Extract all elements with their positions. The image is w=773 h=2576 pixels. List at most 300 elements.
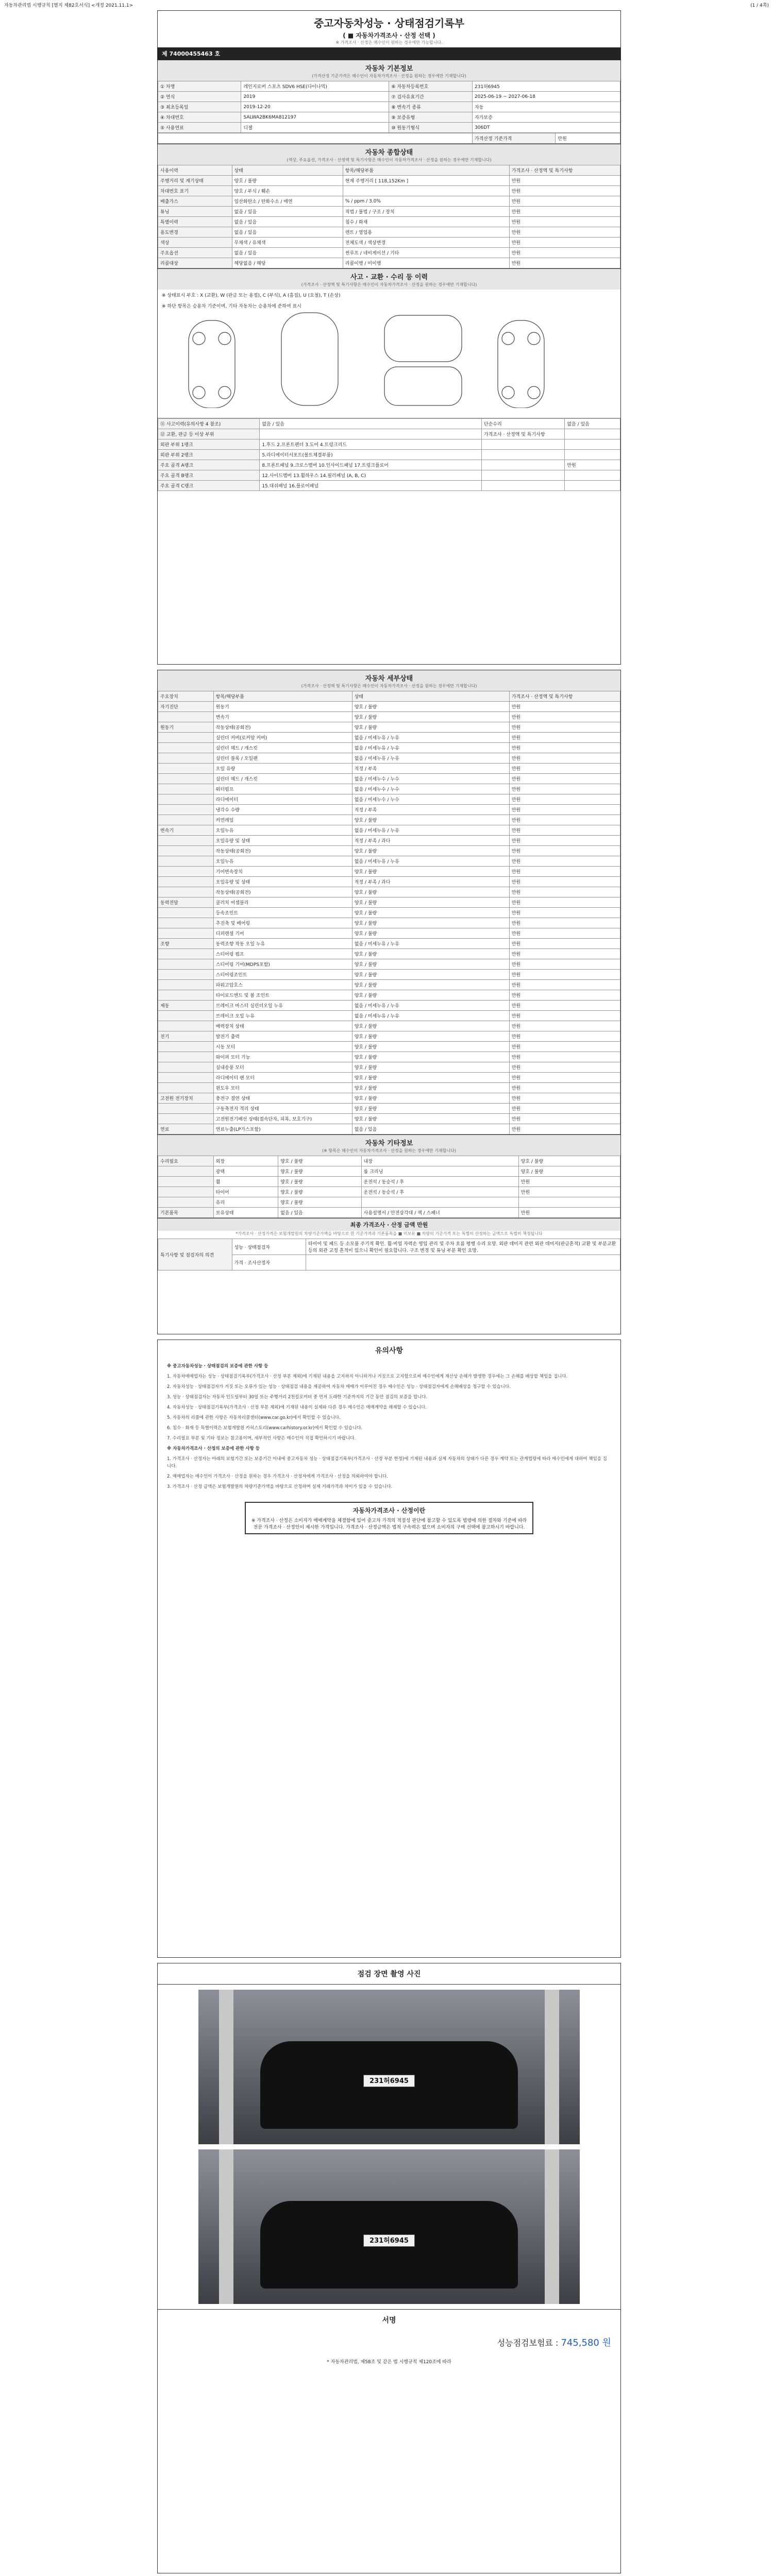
detail-cell: 만원 (509, 712, 620, 722)
signature-title: 서명 (158, 2309, 620, 2330)
summary-row (158, 248, 620, 258)
other-info-cell: 유리 (213, 1197, 278, 1208)
summary-cell: 무채색 / 유채색 (232, 238, 343, 248)
detail-row (158, 1114, 620, 1124)
detail-cell (158, 764, 214, 774)
detail-cell: 디퍼렌셜 기어 (213, 928, 352, 939)
detail-row (158, 1083, 620, 1093)
summary-cell: 주요옵션 (158, 248, 232, 258)
detail-row (158, 1001, 620, 1011)
basic-info-cell: 306DT (472, 123, 620, 133)
detail-cell (158, 1073, 214, 1083)
detail-cell (158, 753, 214, 764)
other-info-cell: 휠 (213, 1177, 278, 1187)
price-label: 가격산정 기준가격 (472, 133, 555, 144)
summary-cell: 리콜이행 / 미이행 (343, 258, 509, 268)
summary-row (158, 207, 620, 217)
detail-cell: 오일유량 및 상태 (213, 877, 352, 887)
detail-cell (158, 1104, 214, 1114)
other-info-row (158, 1208, 620, 1218)
other-info-cell: 외장 (213, 1156, 278, 1166)
basic-info-cell: ⑦ 검사유효기간 (389, 92, 472, 102)
record-number: 제 74000455463 호 (158, 47, 620, 60)
detail-cell (158, 733, 214, 743)
summary-row (158, 258, 620, 268)
detail-cell: 없음 / 미세누유 / 누유 (352, 733, 509, 743)
detail-row (158, 784, 620, 794)
summary-cell: 만원 (509, 186, 620, 196)
accident-cell: 외판 부위 1랭크 (158, 439, 260, 450)
accident-cell (260, 429, 482, 439)
detail-cell: 만원 (509, 722, 620, 733)
detail-cell: 작동상태(공회전) (213, 887, 352, 897)
summary-cell: 배출가스 (158, 196, 232, 207)
other-info-cell: 룸 크리닝 (361, 1166, 518, 1177)
detail-cell: 작동상태(공회전) (213, 846, 352, 856)
summary-cell: 주행거리 및 계기상태 (158, 176, 232, 186)
accident-row (158, 470, 620, 481)
detail-row (158, 733, 620, 743)
detail-row (158, 856, 620, 867)
other-info-cell: 보유상태 (213, 1208, 278, 1218)
detail-cell: 만원 (509, 990, 620, 1001)
summary-cell: 일산화탄소 / 탄화수소 / 매연 (232, 196, 343, 207)
accident-cell (481, 439, 564, 450)
basic-info-section (158, 60, 620, 144)
detail-cell: 만원 (509, 980, 620, 990)
detail-cell: 변속기 (158, 825, 214, 836)
detail-cell (158, 877, 214, 887)
detail-cell: 만원 (509, 908, 620, 918)
detail-cell: 만원 (509, 825, 620, 836)
summary-cell: 튜닝 (158, 207, 232, 217)
summary-header: 가격조사 · 산정액 및 특기사항 (509, 165, 620, 176)
detail-cell: 양호 / 불량 (352, 959, 509, 970)
appraisal-info-box (245, 1502, 533, 1534)
detail-cell: 만원 (509, 1083, 620, 1093)
detail-cell: 양호 / 불량 (352, 887, 509, 897)
detail-cell (158, 846, 214, 856)
summary-cell: 없음 / 있음 (232, 227, 343, 238)
detail-cell: 기어변속장치 (213, 867, 352, 877)
other-info-cell (158, 1177, 214, 1187)
basic-info-cell: 자동 (472, 102, 620, 112)
detail-cell: 만원 (509, 794, 620, 805)
other-info-row (158, 1187, 620, 1197)
detail-row (158, 702, 620, 712)
notes-paragraph: 4. 자동차성능 · 상태점검기록부(가격조사 · 산정 부분 제외)에 기재된 내용이 실제와 다른 경우 매수인은 매매계약을 해제할 수 있습니다. (167, 1405, 427, 1410)
detail-cell: 없음 / 미세누유 / 누유 (352, 1011, 509, 1021)
inspector-label: 성능 · 상태점검자 (232, 1239, 306, 1255)
detail-cell: 양호 / 불량 (352, 1062, 509, 1073)
detail-row (158, 1093, 620, 1104)
summary-row (158, 227, 620, 238)
other-info-row (158, 1166, 620, 1177)
detail-cell: 타이로드엔드 및 볼 조인트 (213, 990, 352, 1001)
document-note: ※ 가격조사 · 산정은 매수인이 원하는 경우에만 가능합니다. (335, 40, 443, 45)
accident-row (158, 429, 620, 439)
summary-cell: 만원 (509, 217, 620, 227)
special-notes-table (158, 1239, 620, 1270)
fee-label: 성능점검보험료 : (497, 2338, 559, 2348)
accident-cell (481, 460, 564, 470)
detail-row (158, 918, 620, 928)
basic-info-cell: 2019-12-20 (241, 102, 389, 112)
accident-row (158, 460, 620, 470)
detail-cell (158, 712, 214, 722)
price-basis-table (158, 133, 620, 144)
insurance-fee (158, 2330, 620, 2354)
detail-cell (158, 908, 214, 918)
detail-row (158, 774, 620, 784)
page-2 (157, 670, 621, 1334)
detail-cell: 만원 (509, 1073, 620, 1083)
other-info-cell: 수리필요 (158, 1156, 214, 1166)
detail-row (158, 1124, 620, 1134)
other-info-cell: 내장 (361, 1156, 518, 1166)
detail-row (158, 877, 620, 887)
detail-cell: 양호 / 불량 (352, 1073, 509, 1083)
basic-info-cell: SALWA2BK6MA812197 (241, 112, 389, 123)
other-info-cell (158, 1166, 214, 1177)
summary-table (158, 165, 620, 268)
other-info-cell (158, 1187, 214, 1197)
detail-cell (158, 867, 214, 877)
detail-cell: 만원 (509, 1093, 620, 1104)
detail-cell: 양호 / 불량 (352, 908, 509, 918)
detail-cell: 양호 / 불량 (352, 722, 509, 733)
detail-cell: 양호 / 불량 (352, 980, 509, 990)
summary-cell: 적법 / 불법 / 구조 / 장치 (343, 207, 509, 217)
detail-cell (158, 949, 214, 959)
detail-header: 주요장치 (158, 691, 214, 702)
detail-row (158, 949, 620, 959)
final-price-note: *가격조사 · 산정가격은 보험개발원의 차량기준가액을 바탕으로 한 기준가격과 기본품목을 ■ 미보유 ■ 차량의 기준가격 또는 특별히 산정하는 금액으로 특별히 책정됩니다 (236, 1231, 543, 1236)
inspection-photo-rear (198, 2149, 580, 2304)
detail-cell: 워터펌프 (213, 784, 352, 794)
notes-title: 유의사항 (375, 1347, 404, 1355)
accident-cell: 12.사이드멤버 13.휠하우스 14.필러패널 (A, B, C) (260, 470, 482, 481)
detail-row (158, 887, 620, 897)
price-value: 만원 (556, 133, 620, 144)
detail-row (158, 764, 620, 774)
section-note: (가격조사 · 산정액 및 특기사항은 매수인이 자동차가격조사 · 산정을 원하는 경우에만 기재합니다) (158, 683, 620, 691)
detail-cell: 원동기 (158, 722, 214, 733)
detail-cell: 만원 (509, 918, 620, 928)
accident-cell: 1.후드 2.프론트펜더 3.도어 4.트렁크리드 (260, 439, 482, 450)
detail-row (158, 1073, 620, 1083)
car-front (384, 315, 462, 362)
detail-cell: 커먼레일 (213, 815, 352, 825)
detail-cell: 라디에이터 (213, 794, 352, 805)
detail-cell: 변속기 (213, 712, 352, 722)
detail-row (158, 970, 620, 980)
detail-cell: 만원 (509, 897, 620, 908)
summary-cell: 용도변경 (158, 227, 232, 238)
basic-info-cell: ⑨ 보증유형 (389, 112, 472, 123)
detail-cell: 연료누출(LP가스포함) (213, 1124, 352, 1134)
detail-cell: 적정 / 부족 (352, 805, 509, 815)
detail-cell: 실린더 헤드 / 개스킷 (213, 743, 352, 753)
section-title: 자동차 기타정보 (158, 1135, 620, 1148)
summary-row (158, 176, 620, 186)
detail-row (158, 815, 620, 825)
page-3 (157, 1340, 621, 1958)
summary-cell: 해당없음 / 해당 (232, 258, 343, 268)
detail-cell: 오일 유량 (213, 764, 352, 774)
summary-cell: 차대번호 표기 (158, 186, 232, 196)
final-price-value: 만원 (417, 1222, 428, 1228)
other-info-cell: 만원 (518, 1177, 620, 1187)
detail-cell (158, 928, 214, 939)
basic-info-cell: 자가보증 (472, 112, 620, 123)
summary-header: 사용이력 (158, 165, 232, 176)
accident-cell: 없음 / 있음 (260, 419, 482, 429)
detail-cell: 만원 (509, 1052, 620, 1062)
accident-row (158, 450, 620, 460)
accident-cell (481, 450, 564, 460)
detail-cell: 만원 (509, 846, 620, 856)
top-bar (0, 0, 773, 9)
detail-cell: 연료 (158, 1124, 214, 1134)
basic-info-cell: 2019 (241, 92, 389, 102)
detail-cell: 등속조인트 (213, 908, 352, 918)
accident-row (158, 439, 620, 450)
fee-amount: 745,580 원 (561, 2337, 611, 2348)
other-info-cell: 양호 / 불량 (278, 1187, 361, 1197)
accident-cell: ⑪ 사고이력(유의사항 4 참조) (158, 419, 260, 429)
accident-cell: 가격조사 · 산정액 및 특기사항 (481, 429, 564, 439)
summary-cell: 렌트 / 영업용 (343, 227, 509, 238)
summary-row (158, 186, 620, 196)
summary-row (158, 238, 620, 248)
detail-cell (158, 887, 214, 897)
other-info-cell: 양호 / 불량 (518, 1156, 620, 1166)
detail-cell: 양호 / 불량 (352, 1042, 509, 1052)
detail-cell (158, 959, 214, 970)
detail-row (158, 825, 620, 836)
detail-table (158, 691, 620, 1134)
detail-cell: 만원 (509, 702, 620, 712)
detail-cell: 만원 (509, 1021, 620, 1031)
detail-row (158, 712, 620, 722)
detail-cell: 시동 모터 (213, 1042, 352, 1052)
detail-cell: 양호 / 불량 (352, 1104, 509, 1114)
detail-cell: 클러치 어셈블리 (213, 897, 352, 908)
summary-section (158, 144, 620, 268)
detail-cell: 양호 / 불량 (352, 1031, 509, 1042)
detail-cell: 없음 / 미세누유 / 누유 (352, 856, 509, 867)
detail-cell: 양호 / 불량 (352, 846, 509, 856)
other-info-cell: 양호 / 불량 (518, 1166, 620, 1177)
detail-cell: 오일누유 (213, 825, 352, 836)
notes-paragraph: 7. 수리필요 부분 및 기타 정보는 참고용이며, 세부적인 사항은 매수인이 직접 확인하시기 바랍니다. (167, 1436, 356, 1441)
detail-cell: 만원 (509, 928, 620, 939)
summary-cell: 만원 (509, 176, 620, 186)
other-info-cell (158, 1197, 214, 1208)
summary-cell: 만원 (509, 207, 620, 217)
detail-cell: 작동상태(공회전) (213, 722, 352, 733)
summary-cell: 양호 / 부식 / 훼손 (232, 186, 343, 196)
detail-header: 가격조사 · 산정액 및 특기사항 (509, 691, 620, 702)
detail-row (158, 1052, 620, 1062)
detail-cell (158, 794, 214, 805)
car-rear (384, 367, 462, 405)
notes-subtitle-2: ※ 자동차가격조사 · 산정의 보증에 관한 사항 등 (167, 1446, 260, 1451)
damage-diagram (158, 290, 620, 418)
other-info-cell: 만원 (518, 1208, 620, 1218)
page-4 (157, 1963, 621, 2573)
other-info-cell: 광택 (213, 1166, 278, 1177)
summary-cell: 썬루프 / 네비게이션 / 기타 (343, 248, 509, 258)
accident-cell (565, 429, 620, 439)
detail-cell: 실린더 헤드 / 개스킷 (213, 774, 352, 784)
detail-cell: 만원 (509, 743, 620, 753)
summary-header: 상태 (232, 165, 343, 176)
summary-cell: 양호 / 불량 (232, 176, 343, 186)
final-price-title: 최종 가격조사 · 산정 금액 만원 (158, 1218, 620, 1231)
other-info-row (158, 1156, 620, 1166)
detail-cell: 없음 / 미세누수 / 누수 (352, 774, 509, 784)
detail-cell: 브레이크 오일 누유 (213, 1011, 352, 1021)
detail-row (158, 753, 620, 764)
detail-cell: 동력조향 작동 오일 누유 (213, 939, 352, 949)
detail-cell: 만원 (509, 856, 620, 867)
empty-cell (158, 133, 473, 144)
detail-cell: 양호 / 불량 (352, 1021, 509, 1031)
detail-cell (158, 918, 214, 928)
accident-cell (565, 450, 620, 460)
detail-cell: 만원 (509, 1124, 620, 1134)
detail-cell: 만원 (509, 1001, 620, 1011)
basic-info-row (158, 102, 620, 112)
detail-header: 상태 (352, 691, 509, 702)
summary-cell (343, 186, 509, 196)
other-info-cell: 양호 / 불량 (278, 1177, 361, 1187)
other-info-cell: 만원 (518, 1187, 620, 1197)
detail-cell (158, 1042, 214, 1052)
footnote: * 자동차관리법, 제58조 및 같은 법 시행규칙 제120조에 따라 (327, 2360, 451, 2365)
summary-row (158, 217, 620, 227)
detail-row (158, 1021, 620, 1031)
basic-info-cell: 231허6945 (472, 81, 620, 92)
detail-cell: 양호 / 불량 (352, 702, 509, 712)
accident-cell: 5.라디에이터서포트(볼트체결부품) (260, 450, 482, 460)
detail-cell: 배력장치 상태 (213, 1021, 352, 1031)
detail-row (158, 980, 620, 990)
detail-cell: 윈도우 모터 (213, 1083, 352, 1093)
detail-cell: 와이퍼 모터 기능 (213, 1052, 352, 1062)
detail-cell: 실린더 블록 / 오일팬 (213, 753, 352, 764)
detail-cell: 양호 / 불량 (352, 918, 509, 928)
summary-cell: 없음 / 있음 (232, 217, 343, 227)
accident-cell: 주요 골격 C랭크 (158, 481, 260, 491)
form-reference: 자동차관리법 시행규칙 [별지 제82호서식] <개정 2021.11.1> (4, 3, 133, 8)
detail-cell: 실린더 커버(로커암 커버) (213, 733, 352, 743)
detail-cell: 실내송풍 모터 (213, 1062, 352, 1073)
other-info-cell: 양호 / 불량 (278, 1156, 361, 1166)
detail-cell: 양호 / 불량 (352, 928, 509, 939)
detail-cell: 양호 / 불량 (352, 1093, 509, 1104)
detail-cell: 오일유량 및 상태 (213, 836, 352, 846)
detail-cell: 만원 (509, 959, 620, 970)
notes-subtitle: ※ 중고자동차성능 · 상태점검의 보증에 관한 사항 등 (167, 1364, 268, 1369)
notes-body (158, 1361, 620, 1496)
summary-cell: 전체도색 / 색상변경 (343, 238, 509, 248)
detail-cell: 스티어링 펌프 (213, 949, 352, 959)
other-info-cell: 운전석 / 동승석 / 후 (361, 1177, 518, 1187)
detail-cell (158, 815, 214, 825)
inspection-photo-front (198, 1990, 580, 2144)
detail-cell: 만원 (509, 836, 620, 846)
summary-cell: 리콜대상 (158, 258, 232, 268)
notes-paragraph: 3. 가격조사 · 산정 금액은 보험개발원의 차량기준가액을 바탕으로 산정하며 실제 거래가격과 차이가 있을 수 있습니다. (167, 1484, 393, 1489)
detail-row (158, 939, 620, 949)
detail-cell: 전기 (158, 1031, 214, 1042)
accident-cell: 주요 골격 A랭크 (158, 460, 260, 470)
detail-cell: 없음 / 미세누수 / 누수 (352, 784, 509, 794)
detail-cell: 만원 (509, 1031, 620, 1042)
accident-cell: 단순수리 (481, 419, 564, 429)
detail-cell: 없음 / 미세누유 / 누유 (352, 825, 509, 836)
license-plate: 231허6945 (363, 2234, 415, 2247)
detail-cell: 만원 (509, 774, 620, 784)
other-info-cell: 없음 / 있음 (278, 1208, 361, 1218)
summary-cell: 만원 (509, 196, 620, 207)
detail-row (158, 1062, 620, 1073)
other-info-cell: 사용설명서 / 안전삼각대 / 잭 / 스패너 (361, 1208, 518, 1218)
detail-cell: 적정 / 부족 / 과다 (352, 877, 509, 887)
summary-cell: % / ppm / 3.0% (343, 196, 509, 207)
detail-cell: 없음 / 있음 (352, 1124, 509, 1134)
detail-cell: 고전원 전기장치 (158, 1093, 214, 1104)
other-info-cell (361, 1197, 518, 1208)
detail-cell (158, 1052, 214, 1062)
summary-header: 항목/해당부품 (343, 165, 509, 176)
detail-row (158, 897, 620, 908)
detail-cell: 스티어링 기어(MDPS포함) (213, 959, 352, 970)
detail-cell: 만원 (509, 1114, 620, 1124)
other-info-cell: 양호 / 불량 (278, 1197, 361, 1208)
other-info-cell (518, 1197, 620, 1208)
accident-section (158, 268, 620, 491)
detail-cell: 양호 / 불량 (352, 990, 509, 1001)
basic-info-row (158, 92, 620, 102)
notes-paragraph: 6. 침수 · 화재 등 특별이력은 보험개발원 카히스토리(www.carhistory.or.kr)에서 확인할 수 있습니다. (167, 1426, 363, 1431)
detail-cell: 양호 / 불량 (352, 712, 509, 722)
detail-row (158, 1104, 620, 1114)
basic-info-cell: 2025-06-19 ~ 2027-06-18 (472, 92, 620, 102)
detail-cell: 추진축 및 베어링 (213, 918, 352, 928)
detail-cell: 조향 (158, 939, 214, 949)
diagram-legend-2: ※ 하단 항목은 승용차 기준이며, 기타 자동차는 승용차에 준하여 표시 (162, 304, 301, 309)
detail-cell: 만원 (509, 784, 620, 794)
special-notes-label: 특기사항 및 점검자의 의견 (158, 1239, 232, 1270)
detail-row (158, 990, 620, 1001)
detail-row (158, 867, 620, 877)
section-title: 자동차 기본정보 (158, 60, 620, 73)
detail-cell: 양호 / 불량 (352, 815, 509, 825)
detail-cell: 충전구 절연 상태 (213, 1093, 352, 1104)
detail-cell: 양호 / 불량 (352, 1083, 509, 1093)
detail-cell: 없음 / 미세누유 / 누유 (352, 1001, 509, 1011)
detail-cell: 만원 (509, 1011, 620, 1021)
detail-cell (158, 856, 214, 867)
car-top (281, 313, 338, 405)
summary-cell: 침수 / 화재 (343, 217, 509, 227)
accident-table (158, 418, 620, 491)
detail-row (158, 743, 620, 753)
